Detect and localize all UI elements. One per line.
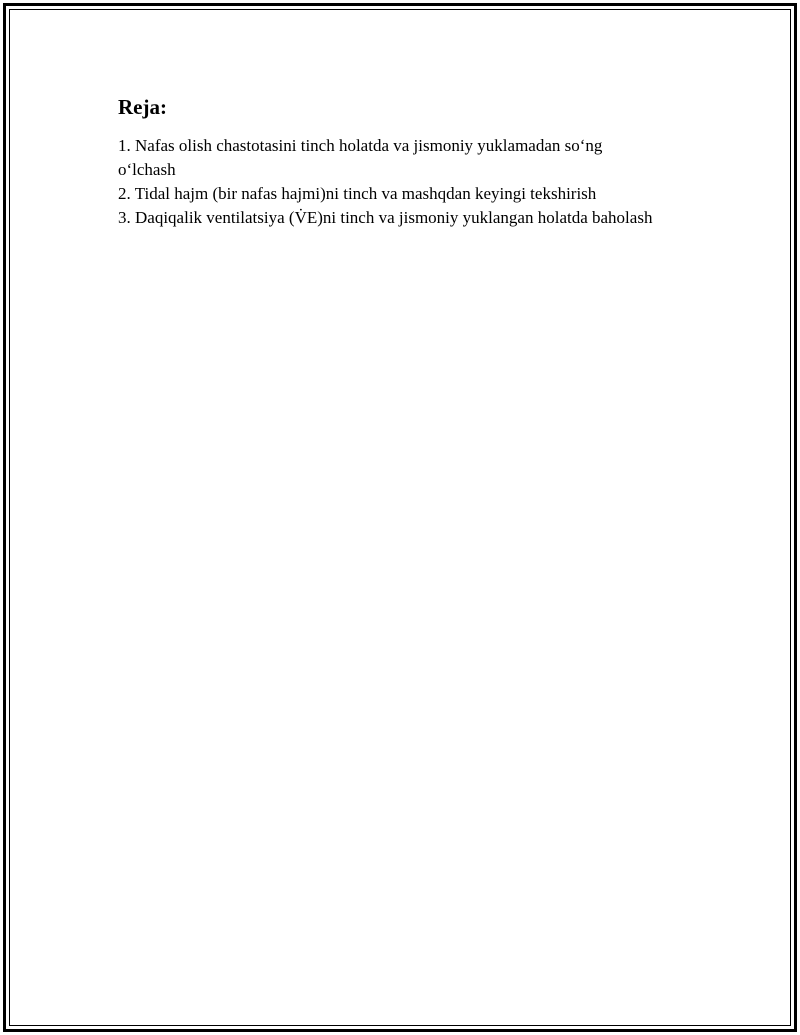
plan-item-1: 1. Nafas olish chastotasini tinch holatda va jismoniy yuklamadan so‘ng o‘lchash <box>118 136 603 179</box>
plan-list <box>118 134 658 230</box>
document-content <box>118 94 658 230</box>
plan-item-2: 2. Tidal hajm (bir nafas hajmi)ni tinch va mashqdan keyingi tekshirish <box>118 184 597 203</box>
plan-heading: Reja: <box>118 95 167 119</box>
plan-item-3: 3. Daqiqalik ventilatsiya (V̇E)ni tinch va jismoniy yuklangan holatda baholash <box>118 208 653 227</box>
